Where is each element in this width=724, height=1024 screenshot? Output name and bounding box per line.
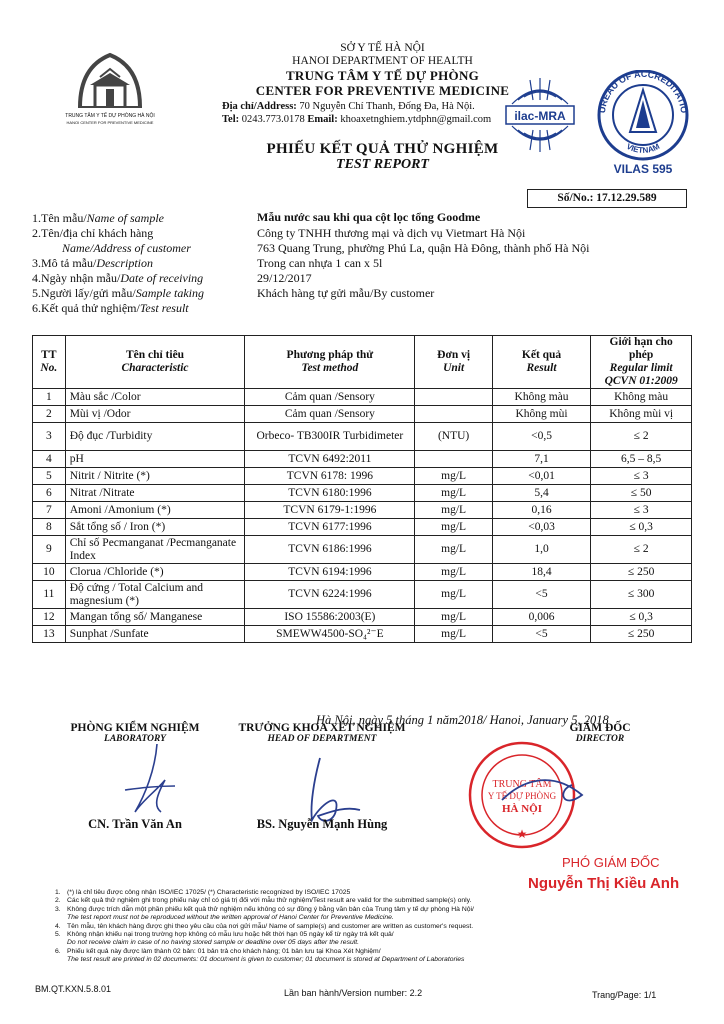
info-label-customer: 2.Tên/địa chỉ khách hàng [32,226,154,240]
director-role-en: DIRECTOR [575,734,625,744]
info-value-customer-address: 763 Quang Trung, phường Phú La, quận Hà Đông, thành phố Hà Nội [257,241,590,255]
lab-role: PHÒNG KIỂM NGHIỆM [70,722,200,734]
footnote-item: 2. Các kết quả thử nghiệm ghi trong phiếu này chỉ có giá trị đối với mẫu thử nghiệm/Test result are valid for the submitted sample(s) only. [55,897,472,905]
vilas-number: VILAS 595 [613,162,673,175]
info-label-result: 6.Kết quả thử nghiệm/Test result [32,301,189,315]
table-row: 7 Amoni /Amonium (*) TCVN 6179-1:1996 mg/L 0,16 ≤ 3 [33,502,692,519]
signing-date: Hà Nội, ngày 5 tháng 1 năm2018/ Hanoi, January 5, 2018 [316,713,609,727]
report-number: Số/No.: 17.12.29.589 [527,189,687,208]
col-characteristic: Tên chỉ tiêu Characteristic [65,336,245,389]
table-row: 11 Độ cứng / Total Calcium and magnesium (*) TCVN 6224:1996 mg/L <5 ≤ 300 [33,581,692,609]
vice-director-role: PHÓ GIÁM ĐỐC [562,855,660,870]
footnote-item: Do not receive claim in case of no having stored sample or deadline over 05 days after the result. [67,939,360,947]
col-result: Kết quả Result [492,336,590,389]
col-unit: Đơn vị Unit [415,336,492,389]
info-label-date: 4.Ngày nhận mẫu/Date of receiving [32,271,204,285]
footnote-item: 5. Không nhận khiếu nại trong trường hợp không có mẫu lưu hoặc hết thời hạn 05 ngày kể từ ngày trả kết quả/ [55,931,394,939]
info-value-customer-name: Công ty TNHH thương mại và dịch vụ Vietmart Hà Nội [257,226,526,240]
official-stamp-icon [462,740,592,850]
svg-text:★: ★ [516,827,528,841]
info-label-sample: 1.Tên mẫu/Name of sample [32,211,164,225]
lab-signer-name: CN. Trần Văn An [88,817,182,831]
header-dept-en: HANOI DEPARTMENT OF HEALTH [292,55,473,67]
table-row: 5 Nitrit / Nitrite (*) TCVN 6178: 1996 mg/L <0,01 ≤ 3 [33,468,692,485]
table-row: 8 Sắt tổng số / Iron (*) TCVN 6177:1996 mg/L <0,03 ≤ 0,3 [33,519,692,536]
table-row: 4 pH TCVN 6492:2011 7,1 6,5 – 8,5 [33,451,692,468]
header-address: Địa chỉ/Address: 70 Nguyễn Chí Thanh, Đống Đa, Hà Nội. [222,101,475,112]
footnote-item: The test result are printed in 02 documents: 01 document is given to customer; 01 document is stored at Department of Laboratories [67,956,465,964]
info-value-date: 29/12/2017 [257,271,312,285]
info-label-description: 3.Mô tả mẫu/Description [32,256,153,270]
stamp-line1: TRUNG TÂM [492,779,552,790]
director-role: GIÁM ĐỐC [569,722,631,734]
stamp-line2: Y TẾ DỰ PHÒNG [487,791,557,801]
footnote-item: 6. Phiếu kết quả này được làm thành 02 bản: 01 bản trả cho khách hàng; 01 bản lưu tại Khoa Xét Nghiệm/ [55,947,381,955]
head-signer-name: BS. Nguyễn Mạnh Hùng [256,817,388,831]
footnote-item: The test report must not be reproduced without the written approval of Hanoi Center for Preventive Medicine. [67,914,394,922]
svg-text:VIETNAM [625,142,661,155]
table-row: 12 Mangan tổng số/ Manganese ISO 15586:2003(E) mg/L 0,006 ≤ 0,3 [33,609,692,626]
info-value-sampler: Khách hàng tự gửi mẫu/By customer [257,286,435,300]
table-row: 13 Sunphat /Sunfate SMEWW4500-SO₄²⁻E mg/L <5 ≤ 250 [33,626,692,643]
form-code: BM.QT.KXN.5.8.01 [35,984,112,994]
vietnam-arc-text: VIETNAM [624,141,662,155]
boa-seal-icon [588,70,698,175]
table-header-row [33,336,692,389]
pagoda-logo-icon [40,45,180,115]
report-title-en: TEST REPORT [336,157,429,172]
table-row: 6 Nitrat /Nitrate TCVN 6180:1996 mg/L 5,4 ≤ 50 [33,485,692,502]
head-role-en: HEAD OF DEPARTMENT [267,734,377,744]
head-role: TRƯỞNG KHOA XÉT NGHIỆM [238,722,406,734]
header-center-vn: TRUNG TÂM Y TẾ DỰ PHÒNG [285,68,480,83]
lab-signature-icon [95,740,205,820]
vilas-logo [588,70,698,175]
footnote-item: 4. Tên mẫu, tên khách hàng được ghi theo yêu cầu của nơi gửi mẫu/ Name of sample(s) and customer are written as customer's request. [55,922,474,930]
ilac-text: ilac-MRA [514,109,566,123]
table-row: 10 Clorua /Chloride (*) TCVN 6194:1996 mg/L 18,4 ≤ 250 [33,564,692,581]
info-label-customer-en: Name/Address of customer [62,241,191,255]
col-limit: Giới hạn cho phép Regular limit QCVN 01:2009 [591,336,692,389]
info-value-description: Trong can nhựa 1 can x 5l [257,256,383,270]
vice-director-name: Nguyễn Thị Kiều Anh [528,875,680,892]
results-table [32,335,692,643]
report-title-vn: PHIẾU KẾT QUẢ THỬ NGHIỆM [266,141,499,157]
page-number: Trang/Page: 1/1 [592,990,657,1000]
logo-caption: TRUNG TÂM Y TẾ DỰ PHÒNG HÀ NỘI [65,113,155,119]
email-link: khoaxetnghiem.ytdphn@gmail.com [337,114,492,125]
version-number: Lần ban hành/Version number: 2.2 [284,988,423,998]
header-contact: Tel: 0243.773.0178 Email: khoaxetnghiem.ytdphn@gmail.com [222,114,492,125]
logo-subcaption: HANOI CENTER FOR PREVENTIVE MEDICINE [66,120,154,125]
lab-role-en: LABORATORY [104,734,166,744]
col-no: TT No. [33,336,66,389]
footnote-item: 3. Không được trích dẫn một phần phiếu kết quả thử nghiệm nếu không có sự đồng ý bằng văn bản của Trung tâm y tế dự phòng Hà Nội/ [55,905,474,913]
head-signature-block [222,722,422,744]
header-center-en: CENTER FOR PREVENTIVE MEDICINE [255,83,510,98]
footnote-item: 1. (*) là chỉ tiêu được công nhận ISO/IEC 17025/ (*) Characteristic recognized by ISO/IEC 17025 [55,889,351,896]
table-row: 3 Độ đục /Turbidity Orbeco- TB300IR Turbidimeter (NTU) <0,5 ≤ 2 [33,423,692,451]
table-row: 9 Chỉ số Pecmanganat /Pecmanganate Index TCVN 6186:1996 mg/L 1,0 ≤ 2 [33,536,692,564]
footnotes [55,889,695,965]
stamp-line3: HÀ NỘI [501,803,543,815]
table-row: 1 Màu sắc /Color Cảm quan /Sensory Không màu Không màu [33,389,692,406]
table-row: 2 Mùi vị /Odor Cảm quan /Sensory Không mùi Không mùi vị [33,406,692,423]
header-dept-vn: SỞ Y TẾ HÀ NỘI [340,42,425,54]
info-value-sample: Mẫu nước sau khi qua cột lọc tổng Goodme [257,210,481,224]
boa-arc-text: UREAU OF ACCREDITATIO [596,70,690,114]
col-method: Phương pháp thử Test method [245,336,415,389]
center-logo [40,45,180,135]
info-label-sampler: 5.Người lấy/gửi mẫu/Sample taking [32,286,205,300]
